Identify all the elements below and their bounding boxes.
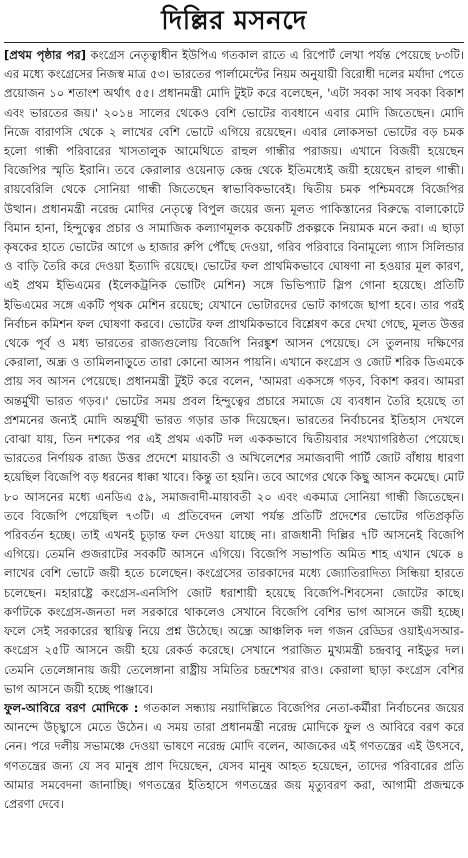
headline-rule (4, 42, 464, 43)
article-body (4, 46, 464, 858)
article-text: কংগ্রেস নেতৃত্বাধীন ইউপিএ গতকাল রাতে এ রিপোর্ট লেখা পর্যন্ত পেয়েছে ৮৩টি। এর মধ্যে কংগ্রেসের নিজস্ব মাত্র ৫৩। ভারতের পার্লামেন্টের নিয়ম অনুযায়ী বিরোধী দলের মর্যাদা পেতে প্রয়োজন ১০ শতাংশ অর্থাৎ ৫৫। প্রধানমন্ত্রী মোদি টুইট করে বলেছেন, 'এটা সবকা সাথ সবকা বিকাশ এবং ভারতের জয়।' ২০১৪ সালের থেকেও বেশি ভোটের ব্যবধানে এবার মোদি জিতেছেন। মোদি নিজে বারাণসি থেকে ২ লাখের বেশি ভোটে এগিয়ে রয়েছেন। এবার লোকসভা ভোটের বড় চমক হলো গান্ধী পরিবারের খাসতালুক আমেথিতে রাহুল গান্ধীর পরাজয়। এখানে বিজয়ী হয়েছেন বিজেপির স্মৃতি ইরানি। তবে কেরালার ওয়েনাড় কেন্দ্র থেকে ইতিমধ্যেই জয়ী হয়েছেন রাহুল গান্ধী। রায়বেরিলি থেকে সোনিয়া গান্ধী জিতেছেন স্বাভাবিকভাবেই। দ্বিতীয় চমক পশ্চিমবঙ্গে বিজেপির উত্থান। প্রধানমন্ত্রী নরেন্দ্র মোদির নেতৃত্বে বিপুল জয়ের জন্য মূলত পাকিস্তানের বিরুদ্ধে বালাকোটে বিমান হানা, হিন্দুত্বের প্রচার ও সামাজিক কল্যাণমূলক কয়েকটি প্রকল্পকে নিয়ামক মনে করা। এ ছাড়া কৃষকের হাতে ভোটের আগে ৬ হাজার রুপি পৌঁছে দেওয়া, গরিব পরিবারে বিনামূল্যে গ্যাস সিলিন্ডার ও বাড়ি তৈরি করে দেওয়া ইত্যাদি রয়েছে। ভোটের ফল প্রাথমিকভাবে ঘোষণা না হওয়ার মূল কারণ, এই প্রথম ইভিএমের (ইলেকট্রনিক ভোটিং মেশিন) সঙ্গে ভিভিপ্যাট স্লিপ গোনা হয়েছে। প্রতিটি ইভিএমের সঙ্গে একটি পৃথক মেশিন রয়েছে; যেখানে ভোটারদের ভোট কাগজে ছাপা হবে। তার পরই নির্বাচন কমিশন ফল ঘোষণা করবে। ভোটের ফল প্রাথমিকভাবে বিশ্লেষণ করে দেখা গেছে, মূলত উত্তর থেকে পূর্ব ও মধ্য ভারতের রাজ্যগুলোয় বিজেপি নিরঙ্কুশ আসন পেয়েছে। সে তুলনায় দক্ষিণের কেরালা, অন্ধ্র ও তামিলনাড়ুতে তারা কোনো আসন পায়নি। এখানে কংগ্রেস ও জোট শরিক ডিএমকে প্রায় সব আসন পেয়েছে। প্রধানমন্ত্রী টুইট করে বলেন, 'আমরা একসঙ্গে গড়ব, বিকাশ করব। আমরা অন্তর্মুখী ভারত গড়ব।' ভোটের সময় প্রবল হিন্দুত্বের প্রচারে সমাজে যে ব্যবধান তৈরি হয়েছে তা প্রশমনের জন্যই মোদি অন্তর্মুখী ভারত গড়ার ডাক দিয়েছেন। ভারতের নির্বাচনের ইতিহাস দেখলে বোঝা যায়, তিন দশকের পর এই প্রথম একটি দল এককভাবে দ্বিতীয়বার সংখ্যাগরিষ্ঠতা পেয়েছে। ভারতের নির্ণায়ক রাজ্য উত্তর প্রদেশে মায়াবতী ও অখিলেশের সমাজবাদী পার্টি জোট বাঁধায় ধারণা হয়েছিল বিজেপি বড় ধরনের ধাক্কা খাবে। কিন্তু তা হয়নি। তবে আগের থেকে কিছু আসন কমেছে। মোট ৮০ আসনের মধ্যে এনডিএ ৫৯, সমাজবাদী-মায়াবতী ২০ এবং একমাত্র সোনিয়া গান্ধী জিতেছেন। তবে বিজেপি পেয়েছিল ৭৩টি। এ প্রতিবেদন লেখা পর্যন্ত প্রতিটি প্রদেশের ভোটের গতিপ্রকৃতি পরিবর্তন হচ্ছে। তাই এখনই চূড়ান্ত ফল দেওয়া যাচ্ছে না। রাজধানী দিল্লির ৭টি আসনেই বিজেপি এগিয়ে। তেমনি গুজরাটের সবকটি আসনে এগিয়ে। বিজেপি সভাপতি অমিত শাহ এখান থেকে ৪ লাখের বেশি ভোটে জয়ী হতে চলেছেন। কংগ্রেসের তারকাদের মধ্যে জ্যোতিরাদিত্য সিন্ধিয়া হারতে চলেছেন। মহারাষ্ট্রে কংগ্রেস-এনসিপি জোট ধরাশায়ী হয়েছে বিজেপি-শিবসেনা জোটের কাছে। কর্ণাটকে কংগ্রেস-জনতা দল সরকারে থাকলেও সেখানে বিজেপি বেশির ভাগ আসনে জয়ী হচ্ছে। ফলে সেই সরকারের স্থায়িত্ব নিয়ে প্রশ্ন উঠেছে। অন্ধ্রে আঞ্চলিক দল গজন রেড্ডির ওয়াইএসআর-কংগ্রেস ২৫টি আসনে জয়ী হয়ে রেকর্ড করেছে। সেখানে পরাজিত মুখ্যমন্ত্রী চন্দ্রবাবু নাইডুর দল। তেমনি তেলেঙ্গানায় জয়ী তেলেঙ্গানা রাষ্ট্রীয় সমিতির চন্দ্রশেখর রাও। কেরালা ছাড়া কংগ্রেস বেশির ভাগ আসনে জয়ী হচ্ছে পাঞ্জাবে। (4, 48, 464, 696)
headline: দিল্লির মসনদে (161, 6, 307, 36)
article-text-2: গতকাল সন্ধ্যায় নয়াদিল্লিতে বিজেপির নেতা-কর্মীরা নির্বাচনের জয়ের আনন্দে উচ্ছ্বাসে মেতে উঠেন। এ সময় তারা প্রধানমন্ত্রী নরেন্দ্র মোদিকে ফুল ও আবিরে বরণ করে নেন। পরে দলীয় সভামঞ্চে দেওয়া ভাষণে নরেন্দ্র মোদি বলেন, আজকের এই গণতন্ত্রের এই উৎসবে, গণতন্ত্রের জন্য যে সব মানুষ প্রাণ দিয়েছেন, যেসব মানুষ আহত হয়েছেন, তাদের পরিবারের প্রতি আমার সমবেদনা জানাচ্ছি। গণতন্ত্রের ইতিহাসে গণতন্ত্রের জয় মৃত্যুবরণ করা, আগামী প্রজন্মকে প্রেরণা দেবে। (4, 700, 464, 811)
subheading: ফুল-আবিরে বরণ মোদিকে : (4, 700, 139, 715)
article-paragraph-2 (4, 699, 464, 814)
article-paragraph (4, 46, 464, 699)
continued-from-front-page-label: [প্রথম পৃষ্ঠার পর] (4, 48, 87, 62)
